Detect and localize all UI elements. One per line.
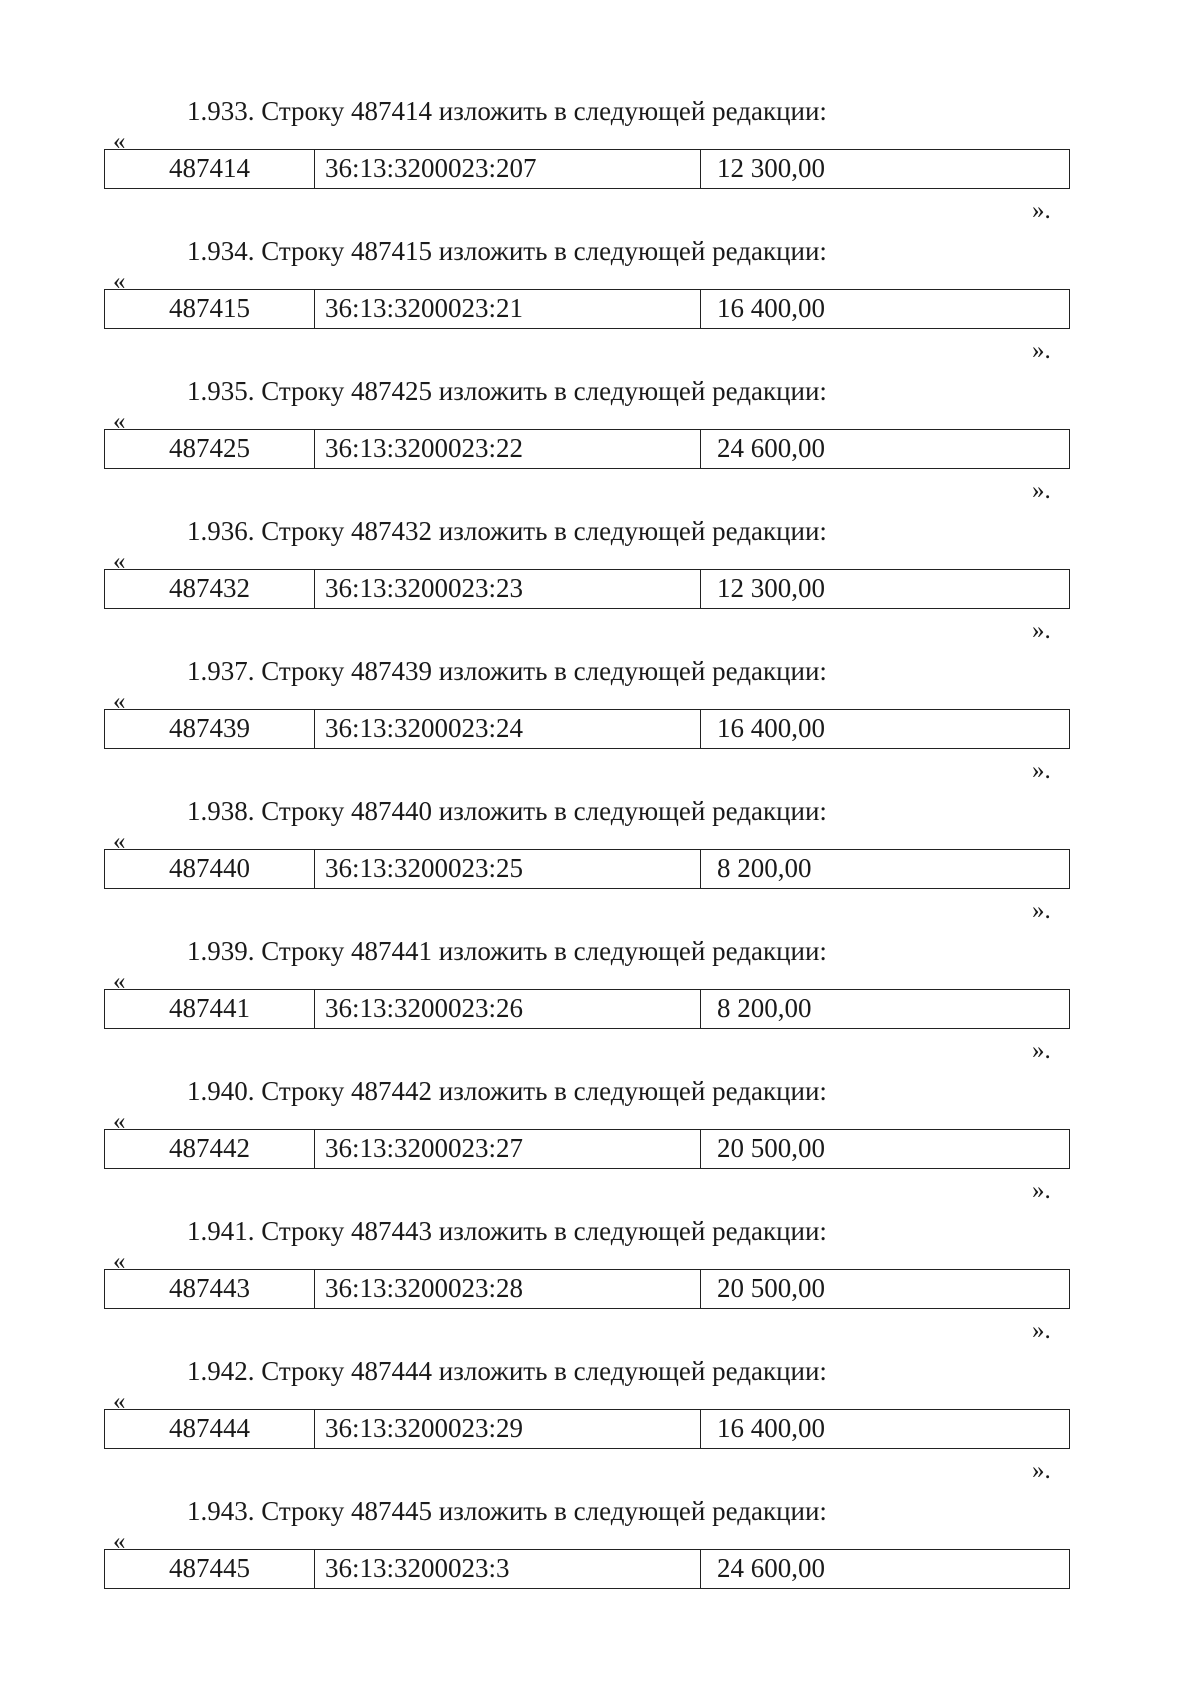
- close-quote: ».: [1032, 337, 1051, 364]
- open-quote: «: [113, 688, 126, 715]
- amendment-item: [0, 1494, 1200, 1634]
- open-quote: «: [113, 268, 126, 295]
- row-number-cell: 487443: [105, 1270, 315, 1308]
- close-quote: ».: [1032, 757, 1051, 784]
- amount-cell: 12 300,00: [717, 573, 825, 603]
- amendment-item: [0, 794, 1200, 934]
- open-quote: «: [113, 968, 126, 995]
- amendment-heading: 1.938. Строку 487440 изложить в следующей редакции:: [187, 796, 827, 826]
- amendment-heading: 1.940. Строку 487442 изложить в следующей редакции:: [187, 1076, 827, 1106]
- amendment-heading: 1.943. Строку 487445 изложить в следующей редакции:: [187, 1496, 827, 1526]
- table-row: [104, 569, 1070, 609]
- amendment-item: [0, 1354, 1200, 1494]
- table-row: [104, 1409, 1070, 1449]
- open-quote: «: [113, 128, 126, 155]
- close-quote: ».: [1032, 1037, 1051, 1064]
- cadastral-number-cell: 36:13:3200023:23: [315, 570, 701, 608]
- close-quote: ».: [1032, 197, 1051, 224]
- close-quote: ».: [1032, 1457, 1051, 1484]
- row-number-cell: 487444: [105, 1410, 315, 1448]
- open-quote: «: [113, 408, 126, 435]
- close-quote: ».: [1032, 617, 1051, 644]
- amount-cell: 16 400,00: [717, 713, 825, 743]
- amount-cell: 20 500,00: [717, 1273, 825, 1303]
- amount-cell: 16 400,00: [717, 293, 825, 323]
- open-quote: «: [113, 828, 126, 855]
- close-quote: ».: [1032, 477, 1051, 504]
- amount-cell: 16 400,00: [717, 1413, 825, 1443]
- table-row: [104, 149, 1070, 189]
- row-number-cell: 487415: [105, 290, 315, 328]
- amendment-heading: 1.933. Строку 487414 изложить в следующей редакции:: [187, 96, 827, 126]
- close-quote: ».: [1032, 1317, 1051, 1344]
- open-quote: «: [113, 1388, 126, 1415]
- cadastral-number-cell: 36:13:3200023:3: [315, 1550, 701, 1588]
- amendment-heading: 1.941. Строку 487443 изложить в следующей редакции:: [187, 1216, 827, 1246]
- amount-cell: 12 300,00: [717, 153, 825, 183]
- cadastral-number-cell: 36:13:3200023:28: [315, 1270, 701, 1308]
- amendment-item: [0, 934, 1200, 1074]
- cadastral-number-cell: 36:13:3200023:21: [315, 290, 701, 328]
- cadastral-number-cell: 36:13:3200023:24: [315, 710, 701, 748]
- amendment-heading: 1.937. Строку 487439 изложить в следующей редакции:: [187, 656, 827, 686]
- amendment-heading: 1.935. Строку 487425 изложить в следующей редакции:: [187, 376, 827, 406]
- row-number-cell: 487432: [105, 570, 315, 608]
- row-number-cell: 487441: [105, 990, 315, 1028]
- table-row: [104, 1129, 1070, 1169]
- table-row: [104, 429, 1070, 469]
- row-number-cell: 487440: [105, 850, 315, 888]
- table-row: [104, 1549, 1070, 1589]
- open-quote: «: [113, 1248, 126, 1275]
- open-quote: «: [113, 1528, 126, 1555]
- table-row: [104, 849, 1070, 889]
- table-row: [104, 989, 1070, 1029]
- amendment-item: [0, 514, 1200, 654]
- table-row: [104, 709, 1070, 749]
- row-number-cell: 487414: [105, 150, 315, 188]
- close-quote: ».: [1032, 1177, 1051, 1204]
- cadastral-number-cell: 36:13:3200023:27: [315, 1130, 701, 1168]
- row-number-cell: 487445: [105, 1550, 315, 1588]
- amendment-item: [0, 654, 1200, 794]
- cadastral-number-cell: 36:13:3200023:25: [315, 850, 701, 888]
- table-row: [104, 289, 1070, 329]
- amendment-heading: 1.939. Строку 487441 изложить в следующей редакции:: [187, 936, 827, 966]
- amount-cell: 8 200,00: [717, 853, 812, 883]
- amendment-heading: 1.936. Строку 487432 изложить в следующей редакции:: [187, 516, 827, 546]
- table-row: [104, 1269, 1070, 1309]
- amount-cell: 24 600,00: [717, 433, 825, 463]
- close-quote: ».: [1032, 897, 1051, 924]
- amendment-item: [0, 234, 1200, 374]
- amount-cell: 24 600,00: [717, 1553, 825, 1583]
- row-number-cell: 487425: [105, 430, 315, 468]
- row-number-cell: 487439: [105, 710, 315, 748]
- open-quote: «: [113, 1108, 126, 1135]
- cadastral-number-cell: 36:13:3200023:22: [315, 430, 701, 468]
- amendment-heading: 1.934. Строку 487415 изложить в следующей редакции:: [187, 236, 827, 266]
- cadastral-number-cell: 36:13:3200023:29: [315, 1410, 701, 1448]
- amendment-item: [0, 1074, 1200, 1214]
- amendment-heading: 1.942. Строку 487444 изложить в следующей редакции:: [187, 1356, 827, 1386]
- cadastral-number-cell: 36:13:3200023:26: [315, 990, 701, 1028]
- amount-cell: 8 200,00: [717, 993, 812, 1023]
- amount-cell: 20 500,00: [717, 1133, 825, 1163]
- cadastral-number-cell: 36:13:3200023:207: [315, 150, 701, 188]
- amendment-item: [0, 94, 1200, 234]
- amendment-item: [0, 1214, 1200, 1354]
- row-number-cell: 487442: [105, 1130, 315, 1168]
- amendment-item: [0, 374, 1200, 514]
- open-quote: «: [113, 548, 126, 575]
